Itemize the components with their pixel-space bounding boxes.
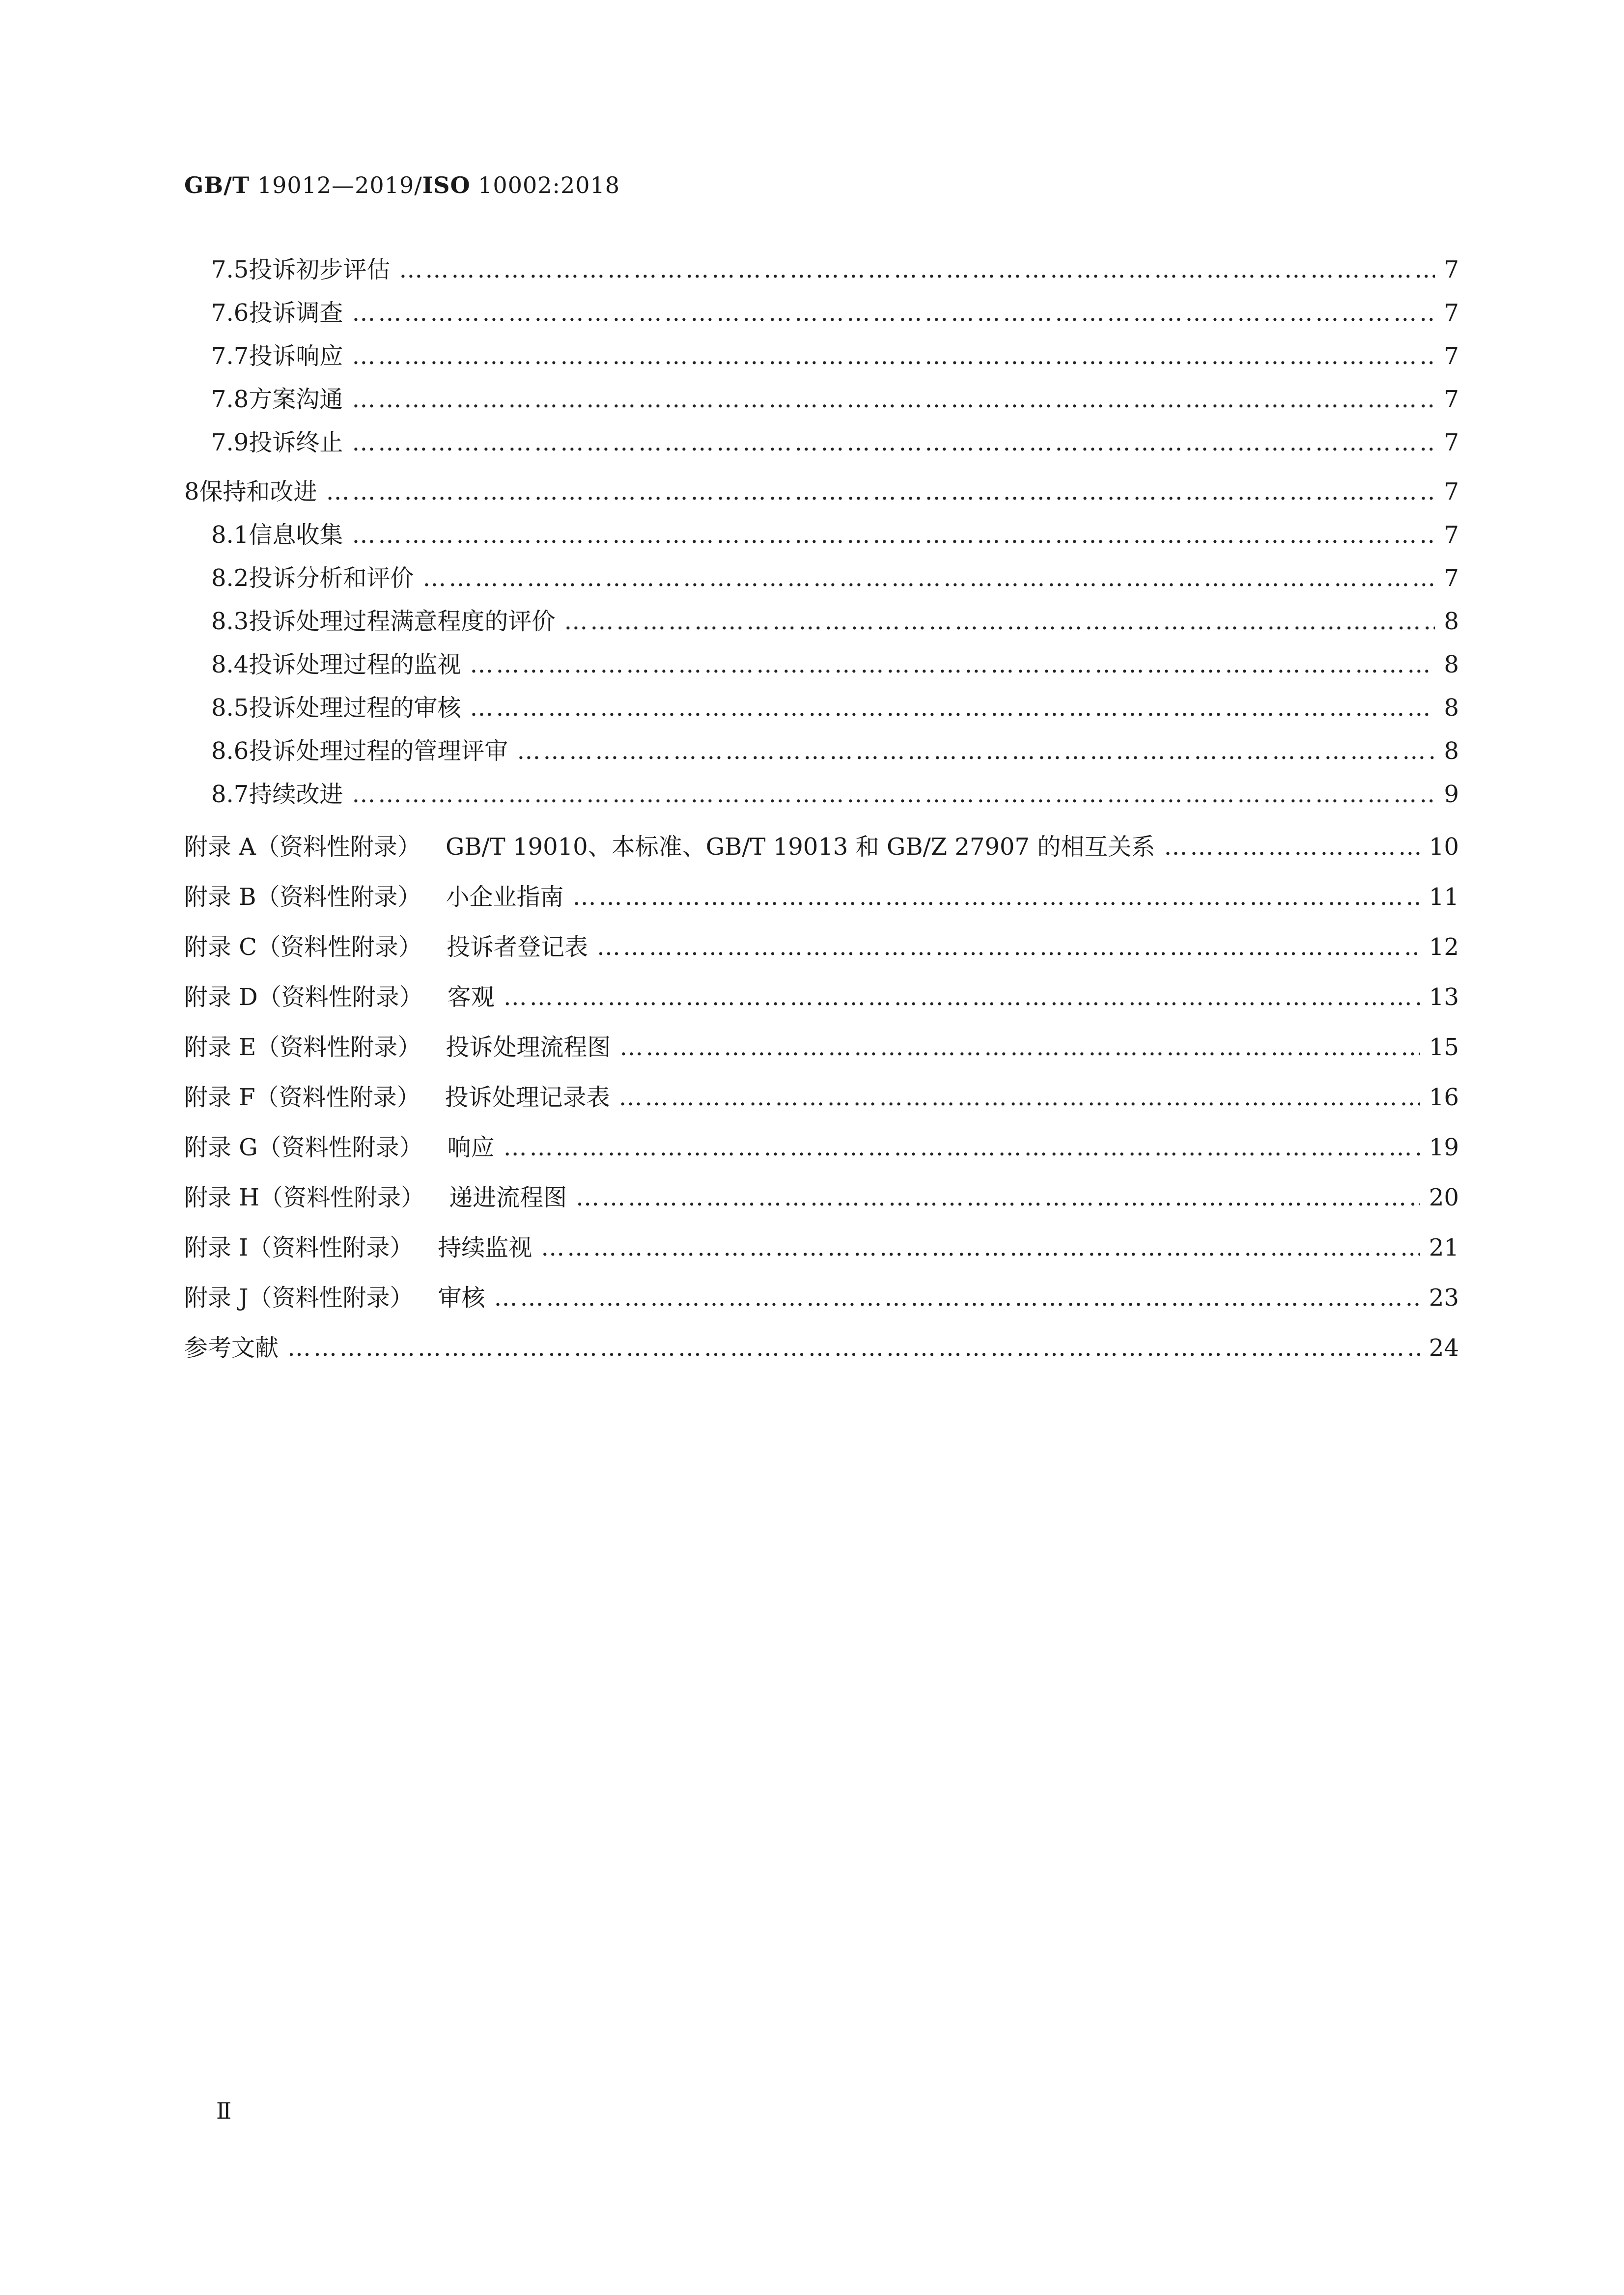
toc-entry-title: 保持和改进	[199, 478, 317, 505]
toc-entry-title: 投诉者登记表	[447, 933, 588, 961]
toc-entry[interactable]	[184, 729, 1459, 773]
toc-entry-page: 16	[1428, 1084, 1459, 1111]
toc-entry-title: 持续监视	[438, 1234, 532, 1261]
toc-dot-leader	[597, 922, 1420, 972]
toc-entry[interactable]	[184, 1273, 1459, 1323]
toc-entry[interactable]	[184, 872, 1459, 922]
toc-dot-leader	[517, 729, 1435, 773]
toc-dot-leader	[494, 1273, 1420, 1323]
document-header	[184, 172, 620, 198]
toc-entry[interactable]	[184, 557, 1459, 600]
toc-entry[interactable]	[184, 1072, 1459, 1122]
toc-entry-page: 7	[1444, 521, 1459, 549]
toc-entry-title: 投诉处理过程的监视	[249, 651, 461, 678]
toc-entry-title: 信息收集	[249, 521, 343, 549]
header-code-part3: ISO	[422, 172, 471, 198]
toc-entry-page: 8	[1444, 608, 1459, 635]
toc-dot-leader	[504, 972, 1420, 1022]
toc-entry[interactable]	[184, 686, 1459, 729]
toc-entry-page: 23	[1428, 1284, 1459, 1312]
toc-dot-leader	[352, 513, 1435, 557]
toc-entry-title: 响应	[447, 1134, 495, 1161]
toc-entry[interactable]	[184, 470, 1459, 513]
toc-entry[interactable]	[184, 378, 1459, 421]
toc-dot-leader	[1164, 822, 1420, 872]
toc-entry-page: 9	[1444, 781, 1459, 808]
toc-entry-page: 7	[1444, 478, 1459, 505]
toc-entry[interactable]	[184, 600, 1459, 643]
toc-dot-leader	[619, 1022, 1420, 1072]
toc-dot-leader	[504, 1122, 1420, 1173]
toc-entry-page: 11	[1428, 883, 1459, 911]
toc-entry-title: 审核	[438, 1284, 485, 1312]
toc-entry-label: 附录 C（资料性附录）	[184, 933, 422, 961]
toc-entry-number: 7.5	[211, 256, 249, 283]
toc-entry-label: 附录 A（资料性附录）	[184, 833, 421, 861]
toc-dot-leader	[576, 1173, 1420, 1223]
toc-entry[interactable]	[184, 773, 1459, 816]
toc-dot-leader	[541, 1223, 1420, 1273]
toc-entry-title: 投诉分析和评价	[249, 564, 414, 592]
toc-entry-number: 8.7	[211, 781, 249, 808]
toc-entry-title: 投诉终止	[249, 429, 343, 456]
toc-entry-title: 递进流程图	[449, 1184, 567, 1211]
toc-entry-label: 附录 B（资料性附录）	[184, 883, 421, 911]
toc-entry-page: 7	[1444, 299, 1459, 327]
header-code-part1: GB/T	[184, 172, 250, 198]
toc-entry[interactable]	[184, 822, 1459, 872]
toc-entry-page: 7	[1444, 564, 1459, 592]
toc-entry[interactable]	[184, 972, 1459, 1022]
table-of-contents	[184, 248, 1459, 1373]
toc-entry-number: 8.6	[211, 737, 249, 765]
toc-entry-page: 24	[1428, 1334, 1459, 1362]
toc-entry-title: 投诉处理流程图	[446, 1034, 611, 1061]
toc-entry-page: 21	[1428, 1234, 1459, 1261]
toc-entry-label: 附录 J（资料性附录）	[184, 1284, 414, 1312]
toc-entry-title: 投诉初步评估	[249, 256, 391, 283]
toc-entry-title: 持续改进	[249, 781, 343, 808]
toc-entry-number: 8.3	[211, 608, 249, 635]
toc-entry-title: 投诉调查	[249, 299, 343, 327]
toc-entry[interactable]	[184, 291, 1459, 335]
toc-entry-page: 8	[1444, 694, 1459, 722]
toc-entry-title: 方案沟通	[249, 386, 343, 413]
toc-entry-number: 8.1	[211, 521, 249, 549]
toc-entry-page: 7	[1444, 386, 1459, 413]
toc-entry-number: 7.8	[211, 386, 249, 413]
toc-entry-label: 附录 G（资料性附录）	[184, 1134, 423, 1161]
toc-dot-leader	[573, 872, 1420, 922]
toc-entry-number: 8.4	[211, 651, 249, 678]
toc-entry[interactable]	[184, 1223, 1459, 1273]
toc-entry[interactable]	[184, 513, 1459, 557]
toc-entry-label: 附录 I（资料性附录）	[184, 1234, 414, 1261]
toc-entry-title: 投诉处理过程的审核	[249, 694, 461, 722]
toc-entry-label: 附录 H（资料性附录）	[184, 1184, 425, 1211]
toc-entry-page: 12	[1428, 933, 1459, 961]
toc-entry-title: 投诉处理过程满意程度的评价	[249, 608, 556, 635]
toc-entry-title: 小企业指南	[446, 883, 564, 911]
toc-dot-leader	[326, 470, 1435, 513]
toc-entry-title: 投诉处理记录表	[445, 1084, 610, 1111]
toc-entry[interactable]	[184, 643, 1459, 686]
toc-entry[interactable]	[184, 421, 1459, 464]
toc-dot-leader	[399, 248, 1435, 291]
toc-dot-leader	[287, 1323, 1420, 1373]
toc-entry[interactable]	[184, 248, 1459, 291]
toc-entry-title: 投诉响应	[249, 342, 343, 370]
toc-dot-leader	[564, 600, 1435, 643]
toc-dot-leader	[352, 773, 1435, 816]
toc-entry-page: 7	[1444, 342, 1459, 370]
toc-entry-page: 19	[1428, 1134, 1459, 1161]
toc-entry-page: 8	[1444, 737, 1459, 765]
toc-entry[interactable]	[184, 922, 1459, 972]
toc-entry-page: 15	[1428, 1034, 1459, 1061]
page-number: Ⅱ	[216, 2098, 232, 2124]
toc-entry-label: 附录 E（资料性附录）	[184, 1034, 421, 1061]
toc-dot-leader	[352, 378, 1435, 421]
toc-entry-number: 7.6	[211, 299, 249, 327]
toc-entry-page: 10	[1428, 833, 1459, 861]
toc-entry-title: GB/T 19010、本标准、GB/T 19013 和 GB/Z 27907 的相互关系	[445, 833, 1155, 861]
toc-entry-number: 8	[184, 478, 199, 505]
header-code-part2: 19012—2019/	[250, 172, 422, 198]
toc-dot-leader	[352, 291, 1435, 335]
toc-entry-page: 20	[1428, 1184, 1459, 1211]
toc-entry-number: 7.7	[211, 342, 249, 370]
toc-entry-title: 投诉处理过程的管理评审	[249, 737, 508, 765]
toc-dot-leader	[422, 557, 1435, 600]
toc-dot-leader	[470, 643, 1435, 686]
toc-entry-number: 8.2	[211, 564, 249, 592]
toc-entry-title: 客观	[447, 983, 495, 1011]
toc-entry[interactable]	[184, 1173, 1459, 1223]
toc-entry[interactable]	[184, 335, 1459, 378]
toc-dot-leader	[352, 421, 1435, 464]
toc-dot-leader	[352, 335, 1435, 378]
toc-entry-number: 8.5	[211, 694, 249, 722]
toc-entry-label: 附录 F（资料性附录）	[184, 1084, 420, 1111]
toc-entry[interactable]	[184, 1122, 1459, 1173]
toc-dot-leader	[470, 686, 1435, 729]
toc-entry-page: 8	[1444, 651, 1459, 678]
header-code-part4: 10002:2018	[470, 172, 620, 198]
toc-entry-page: 7	[1444, 256, 1459, 283]
toc-entry-label: 附录 D（资料性附录）	[184, 983, 423, 1011]
toc-entry[interactable]	[184, 1323, 1459, 1373]
toc-entry-number: 7.9	[211, 429, 249, 456]
toc-entry-page: 7	[1444, 429, 1459, 456]
toc-entry-title: 参考文献	[184, 1334, 279, 1362]
toc-entry-page: 13	[1428, 983, 1459, 1011]
toc-dot-leader	[619, 1072, 1420, 1122]
toc-entry[interactable]	[184, 1022, 1459, 1072]
